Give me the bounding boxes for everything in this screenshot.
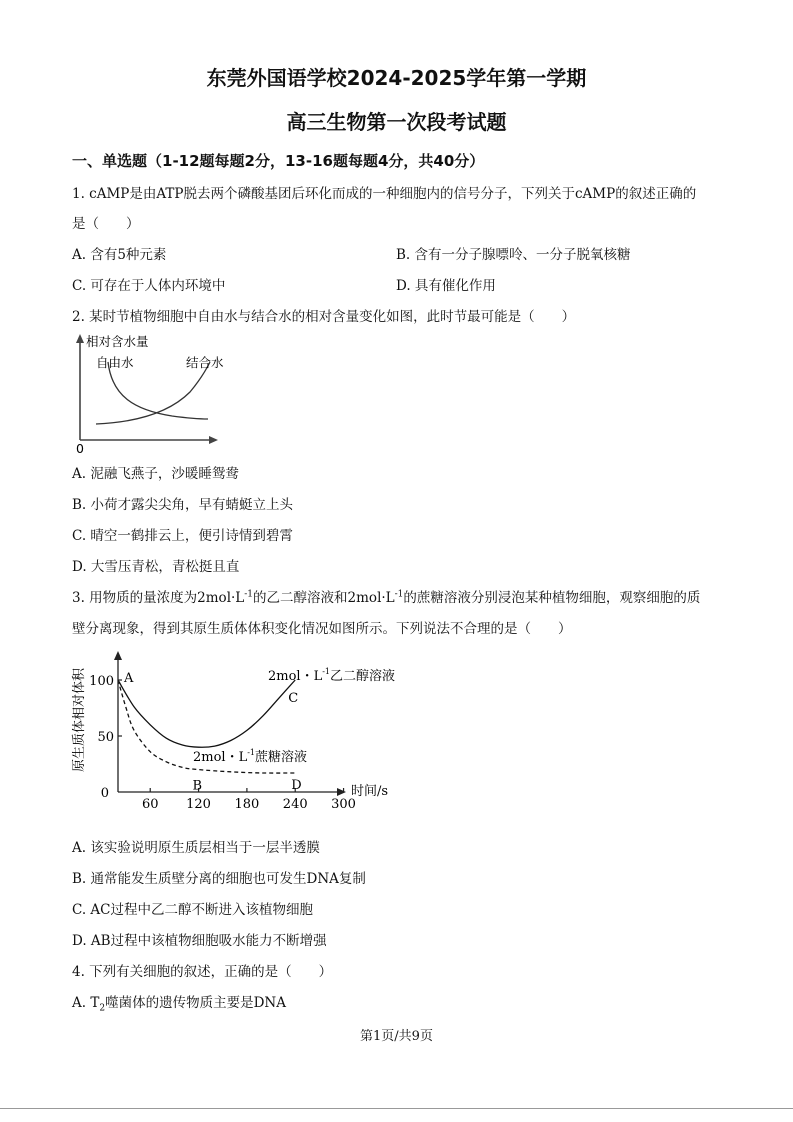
- q3-option-a: A. 该实验说明原生质层相当于一层半透膜: [72, 840, 320, 856]
- q4-option-a-sub: 2: [99, 1003, 106, 1014]
- q3-stem-part3: 的蔗糖溶液分别浸泡某种植物细胞，观察细胞的质: [403, 590, 701, 606]
- q2-option-b: B. 小荷才露尖尖角，早有蜻蜓立上头: [72, 497, 294, 513]
- q1-stem-line2: 是（ ）: [72, 216, 140, 232]
- q2-y-arrow-icon: [76, 334, 84, 343]
- q3-option-d: D. AB过程中该植物细胞吸水能力不断增强: [72, 933, 327, 949]
- q3-x-tick-label-120: 120: [186, 797, 211, 810]
- q2-bound-water-curve: [96, 362, 210, 424]
- q2-y-label: 相对含水量: [86, 334, 149, 349]
- q3-option-c: C. AC过程中乙二醇不断进入该植物细胞: [72, 902, 314, 918]
- q2-option-a: A. 泥融飞燕子，沙暖睡鸳鸯: [72, 466, 239, 482]
- q3-x-tick-label-240: 240: [282, 797, 308, 810]
- q4-option-a: [72, 991, 286, 1014]
- q2-option-c: C. 晴空一鹤排云上，便引诗情到碧霄: [72, 528, 293, 544]
- q3-x-label: 时间/s: [351, 784, 389, 799]
- q3-point-label-d: D: [291, 777, 302, 793]
- q3-stem-sup2: -1: [394, 589, 404, 600]
- q3-stem-part2: 的乙二醇溶液和2mol·L: [253, 590, 395, 606]
- q3-stem-line2: 壁分离现象，得到其原生质体体积变化情况如图所示。下列说法不合理的是（ ）: [72, 621, 572, 637]
- q4-stem: 4. 下列有关细胞的叙述，正确的是（ ）: [72, 964, 333, 980]
- q3-x-tick-label-300: 300: [331, 797, 356, 810]
- q2-option-d: D. 大雪压青松，青松挺且直: [72, 559, 240, 575]
- page-footer: 第1页/共9页: [360, 1029, 433, 1044]
- q3-series-1-line: [118, 680, 295, 747]
- q3-series2-label: 2mol・$L^{-1}$蔗糖溶液: [193, 748, 308, 765]
- q3-x-arrow-icon: [337, 788, 346, 796]
- page-title: 东莞外国语学校2024-2025学年第一学期: [206, 66, 587, 90]
- q3-point-label-c: C: [288, 691, 299, 706]
- q3-y-tick-label-50: 50: [97, 730, 114, 745]
- q2-free-water-curve: [108, 362, 208, 419]
- q3-y-label: 原生质体相对体积: [72, 667, 87, 773]
- page-subtitle: 高三生物第一次段考试题: [286, 110, 507, 134]
- q4-option-a-post: 噬菌体的遗传物质主要是DNA: [105, 995, 286, 1011]
- q3-y-arrow-icon: [114, 651, 122, 660]
- q2-free-water-label: 自由水: [96, 355, 134, 370]
- q3-y-tick-label-0: 0: [100, 786, 109, 801]
- q3-x-tick-label-180: 180: [234, 797, 260, 810]
- section-heading: 一、单选题（1-12题每题2分，13-16题每题4分，共40分）: [72, 152, 485, 170]
- page-bottom-divider: [0, 1108, 793, 1109]
- q1-option-d: D. 具有催化作用: [396, 278, 496, 294]
- q3-volume-chart: [68, 648, 458, 810]
- q3-series1-label: 2mol・$L^{-1}$乙二醇溶液: [268, 667, 396, 684]
- q4-option-a-pre: A. T: [72, 995, 100, 1011]
- q3-x-tick-label-60: 60: [141, 797, 159, 810]
- q3-stem-line1: [72, 586, 700, 606]
- q1-stem-line1: 1. cAMP是由ATP脱去两个磷酸基团后环化而成的一种细胞内的信号分子，下列关于cAMP的叙述正确的: [72, 186, 697, 202]
- q3-y-tick-label-100: 100: [89, 674, 114, 689]
- q2-bound-water-label: 结合水: [186, 355, 224, 370]
- q3-stem-sup1: -1: [244, 589, 254, 600]
- q2-origin-label: 0: [76, 441, 84, 454]
- q3-option-b: B. 通常能发生质壁分离的细胞也可发生DNA复制: [72, 871, 366, 887]
- q3-stem-part1: 3. 用物质的量浓度为2mol·L: [72, 590, 245, 606]
- q3-point-label-a: A: [124, 671, 134, 686]
- q2-water-graph: [72, 332, 232, 454]
- q1-option-c: C. 可存在于人体内环境中: [72, 278, 226, 294]
- q2-x-arrow-icon: [209, 436, 218, 444]
- q1-option-a: A. 含有5种元素: [72, 247, 167, 263]
- q3-point-label-b: B: [192, 778, 203, 794]
- q2-stem: 2. 某时节植物细胞中自由水与结合水的相对含量变化如图，此时节最可能是（ ）: [72, 309, 576, 325]
- q1-option-b: B. 含有一分子腺嘌呤、一分子脱氧核糖: [396, 247, 631, 263]
